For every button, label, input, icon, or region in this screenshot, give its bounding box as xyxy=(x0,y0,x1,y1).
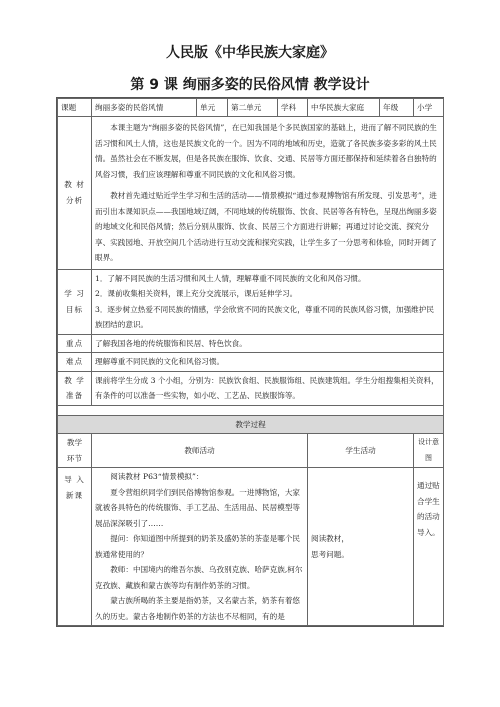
goal-item: 1．了解不同民族的生活习惯和风土人情，理解尊重不同民族的文化和风俗习惯。 xyxy=(95,273,366,283)
goal-item: 2．课前收集相关资料，课上充分交流展示，课后延伸学习。 xyxy=(95,289,298,298)
grade-value: 小学 xyxy=(414,99,444,117)
process-header-row xyxy=(58,434,444,468)
intro-stage-label: 导 入 新课 xyxy=(58,468,92,626)
preparation-row xyxy=(58,371,444,405)
key-point-label: 重点 xyxy=(58,334,92,353)
intro-teacher-activity xyxy=(92,468,308,626)
unit-label: 单元 xyxy=(197,99,228,117)
subject-value: 中华民族大家庭 xyxy=(308,99,380,117)
key-point-row xyxy=(58,334,444,353)
col-student-header: 学生活动 xyxy=(308,434,414,468)
intro-design-intent: 通过贴合学生的活动导入。 xyxy=(414,468,444,626)
goals-row xyxy=(58,269,444,334)
difficulty-label: 难点 xyxy=(58,353,92,372)
preparation-label: 教 学 准备 xyxy=(58,371,92,405)
difficulty-row xyxy=(58,353,444,372)
analysis-row xyxy=(58,117,444,270)
teacher-line: 提问：你知道图中所提到的奶茶及盛奶茶的茶壶是哪个民族通常使用的？ xyxy=(95,534,301,559)
document-title: 人民版《中华民族大家庭》 xyxy=(166,45,334,61)
document-subtitle: 第 9 课 绚丽多姿的民俗风情 教学设计 xyxy=(130,77,370,93)
intro-student-activity: 阅读教材， 思考问题。 xyxy=(308,468,414,626)
goal-item: 3．逐步树立热爱不同民族的情感，学会欣赏不同的民族文化，尊重不同的民族风俗习惯，加强维护民族团结的意识。 xyxy=(95,304,434,329)
col-design-header: 设计意图 xyxy=(414,434,444,468)
analysis-paragraph-2: 教材首先通过贴近学生学习和生活的活动——情景模拟“通过参观博物馆有所发现、引发思考”，进而引出本课知识点——我国地域辽阔，不同地域的传统服饰、饮食、民居等各有特色，呈现出绚丽多姿的地域文化和民俗风情；然后分别从服饰、饮食、民居三个方面进行讲解；再通过讨论交流、探究分享、实践园地、开放空间几个活动进行互动交流和探究实践，让学生多了一分思考和体验，同时开阔了眼界。 xyxy=(95,191,437,262)
spacer-row xyxy=(58,405,444,415)
col-stage-header: 教学 环节 xyxy=(58,434,92,468)
grade-label: 年级 xyxy=(380,99,414,117)
analysis-paragraph-1: 本课主题为“绚丽多姿的民俗风情”，在已知我国是个多民族国家的基础上，进而了解不同民族的生活习惯和风土人情，这也是民族文化的一个。因为不同的地域和历史，造就了各民族多姿多彩的风土民情。虽然社会在不断发展，但是各民族在服饰、饮食、交通、民居等方面还都保持和延续着各自独特的风俗习惯，我们应该理解和尊重不同民族的文化和风俗习惯。 xyxy=(95,123,437,179)
key-point-value: 了解我国各地的传统服饰和民居、特色饮食。 xyxy=(92,334,444,353)
teacher-line: 教师：中国境内的维吾尔族、乌孜别克族、哈萨克族,柯尔克孜族、藏族和蒙古族等均有制作奶茶的习惯。 xyxy=(95,565,303,590)
analysis-content xyxy=(92,117,444,270)
lesson-plan-table xyxy=(56,97,444,627)
process-section-row xyxy=(58,415,444,434)
subject-label: 学科 xyxy=(278,99,308,117)
goals-label: 学 习 目标 xyxy=(58,269,92,334)
preparation-value: 课前将学生分成 3 个小组，分别为：民族饮食组、民族服饰组、民族建筑组。学生分组搜集相关资料，有条件的可以准备一些实物，如小吃、工艺品、民族服饰等。 xyxy=(92,371,444,405)
header-row xyxy=(58,99,444,117)
topic-value: 绚丽多姿的民俗风情 xyxy=(92,99,197,117)
intro-row xyxy=(58,468,444,626)
col-teacher-header: 教师活动 xyxy=(92,434,308,468)
teacher-line: 阅读教材 P63“情景模拟”： xyxy=(110,472,204,481)
teacher-line: 蒙古族所喝的茶主要是指奶茶，又名蒙古茶，奶茶有着悠久的历史。蒙古各地制作奶茶的方法也不尽相同，有的是 xyxy=(95,596,301,621)
difficulty-value: 理解尊重不同民族的文化和风俗习惯。 xyxy=(92,353,444,372)
process-section-title: 教学过程 xyxy=(58,415,444,434)
analysis-label: 教 材 分析 xyxy=(58,117,92,270)
goals-content xyxy=(92,269,444,334)
teacher-line: 夏令营组织同学们到民俗博物馆参观。一进博物馆，大家就被各具特色的传统服饰、手工艺品、生活用品、民居模型等展品深深吸引了…… xyxy=(95,487,301,528)
topic-label: 课题 xyxy=(58,99,92,117)
unit-value: 第二单元 xyxy=(228,99,278,117)
